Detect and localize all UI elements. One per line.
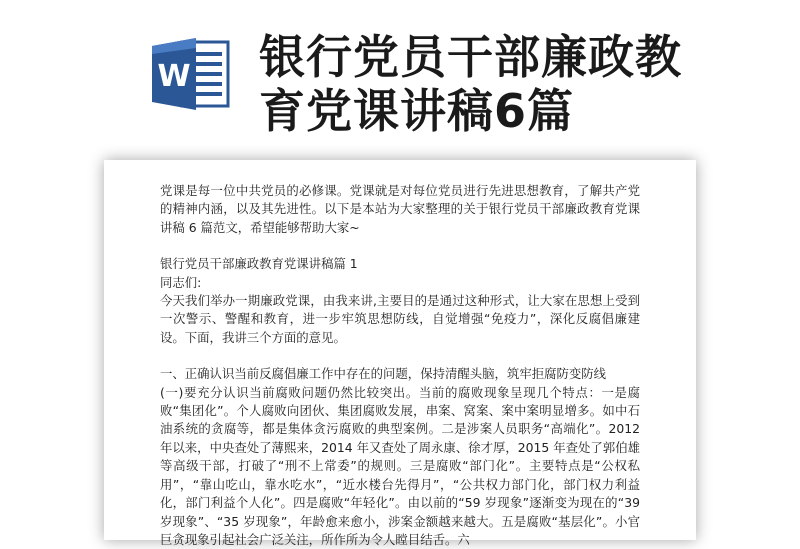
word-icon-letter: W [157, 59, 191, 94]
page-header [0, 0, 800, 150]
section-heading-1: 一、正确认识当前反腐倡廉工作中存在的问题，保持清醒头脑，筑牢拒腐防变防线 [160, 366, 607, 382]
title-line-1: 银行党员干部廉政教 [259, 30, 682, 84]
greeting: 同志们: [160, 274, 202, 290]
document-body [160, 182, 640, 549]
word-document-icon [152, 38, 230, 110]
body-paragraph-2: (一)要充分认识当前腐败问题仍然比较突出。当前的腐败现象呈现几个特点：一是腐败“集团化”。个人腐败向团伙、集团腐败发展，串案、窝案、案中案明显增多。如中石油系统的贪腐等，都是集体贪污腐败的典型案例。二是涉案人员职务“高端化”。2012 年以来，中央查处了薄熙来，2014 年又查处了周永康、徐才厚，2015 年查处了郭伯雄等高级干部，打破了“刑不上常委”的规则。三是腐败“部门化”。主要特点是“公权私用”，“靠山吃山，靠水吃水”，“近水楼台先得月”，“公共权力部门化，部门权力利益化，部门利益个人化”。四是腐败“年轻化”。由以前的“59 岁现象”逐渐变为现在的“39 岁现象”、“35 岁现象”，年龄愈来愈小，涉案金额越来越大。五是腐败“基层化”。小官巨贪现象引起社会广泛关注，所作所为令人瞠目结舌。六 [160, 384, 640, 547]
page-title [259, 30, 779, 138]
title-line-2: 育党课讲稿6篇 [259, 84, 575, 138]
body-paragraph-1: 今天我们举办一期廉政党课，由我来讲,主要目的是通过这种形式，让大家在思想上受到一次警示、警醒和教育，进一步牢筑思想防线，自觉增强“免疫力”，深化反腐倡廉建设。下面，我讲三个方面的意见。 [160, 293, 640, 345]
section-title: 银行党员干部廉政教育党课讲稿篇 1 [160, 256, 358, 272]
intro-paragraph: 党课是每一位中共党员的必修课。党课就是对每位党员进行先进思想教育，了解共产党的精神内涵，以及其先进性。以下是本站为大家整理的关于银行党员干部廉政教育党课讲稿 6 篇范文，希望能够帮助大家~ [160, 183, 640, 235]
